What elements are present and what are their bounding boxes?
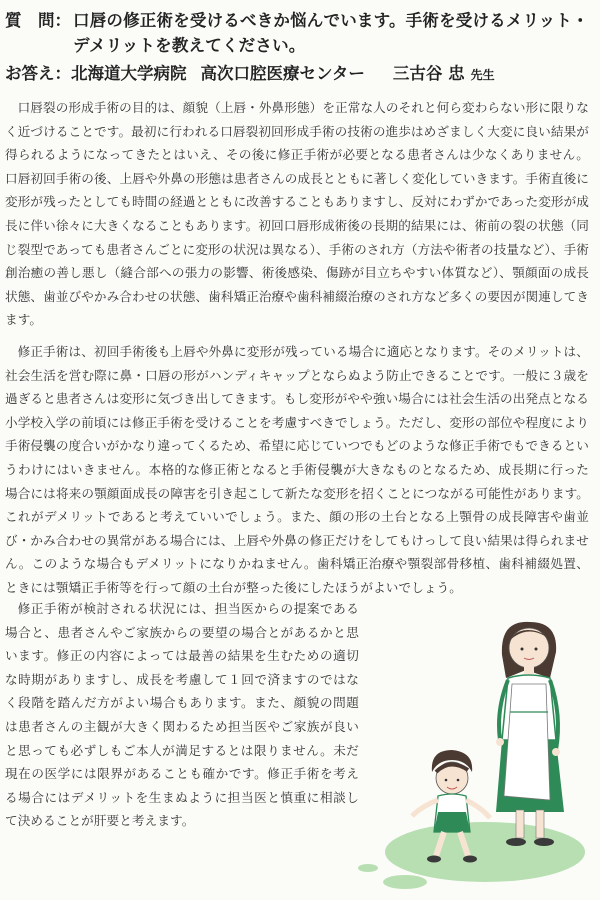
answer-institution: 北海道大学病院 — [71, 64, 187, 83]
question-label: 質 問： — [5, 11, 71, 30]
paragraph-2: 修正手術は、初回手術後も上唇や外鼻に変形が残っている場合に適応となります。そのメリットは、社会生活を営む際に鼻・口唇の形がハンディキャップとならぬよう防止できることです。一般に３歳を過ぎると患者さんは変形に気づき出してきます。もし変形がやや強い場合には社会生活の出発点となる小学校入学の前頃には修正手術を受けることを考慮すべきでしょう。ただし、変形の部位や程度により手術侵襲の度合いがかなり違ってくるため、希望に応じていつでもどのような修正手術でもできるというわけにはいきません。本格的な修正術となると手術侵襲が大きなものとなるため、成長期に行った場合には将来の顎顔面成長の障害を引き起こして新たな変形を招くことにつながる可能性があります。これがデメリットであると考えていいでしょう。また、顔の形の土台となる上顎骨の成長障害や歯並び・かみ合わせの異常がある場合には、上唇や外鼻の修正だけをしてもけっして良い結果は得られません。このような場合もデメリットになりかねません。歯科矯正治療や顎裂部骨移植、歯科補綴処置、ときには顎矯正手術等を行って顔の土台が整った後にしたほうがよいでしょう。 — [5, 344, 589, 595]
answer-label: お答え： — [5, 64, 71, 83]
ground-shadow-small — [383, 875, 427, 889]
paragraph-3: 修正手術が検討される状況には、担当医からの提案である場合と、患者さんやご家族からの要望の場合とがあるかと思います。修正の内容によっては最善の結果を生むための適切な時期がありますし、成長を考慮して１回で済ますのではなく段階を踏んだ方がよい場合もあります。また、顔貌の問題は患者さんの主観が大きく関わるため担当医やご家族が良いと思っても必ずしもご本人が満足するとは限りません。未だ現在の医学には限界があることも確かです。修正手術を考える場合にはデメリットを生まぬように担当医と慎重に相談して決めることが肝要と考えます。 — [5, 601, 359, 829]
ground-shadow-large — [385, 822, 585, 882]
paragraph-1: 口唇裂の形成手術の目的は、顔貌（上唇・外鼻形態）を正常な人のそれと何ら変わらない形に限りなく近づけることです。最初に行われる口唇裂初回形成手術の技術の進歩はめざましく大変に良い結果が得られるようになってきたとはいえ、その後に修正手術が必要となる患者さんは少なくありません。口唇初回手術の後、上唇や外鼻の形態は患者さんの成長とともに著しく変化していきます。手術直後に変形が残ったとしても時間の経過とともに改善することもありますし、反対にわずかであった変形が成長に伴い徐々に大きくなることもあります。初回口唇形成術後の長期的結果には、術前の裂の状態（同じ裂型であっても患者さんごとに変形の状況は異なる）、手術のされ方（方法や術者の技量など）、手術創治癒の善し悪し（縫合部への張力の影響、術後感染、傷跡が目立ちやすい体質など）、顎顔面の成長状態、歯並びやかみ合わせの状態、歯科矯正治療や歯科補綴治療のされ方など多くの要因が関連してきます。 — [5, 100, 589, 328]
mother-figure — [496, 622, 564, 846]
answer-header — [5, 62, 595, 87]
mother-child-illustration — [350, 600, 600, 900]
answer-doctor: 三古谷 忠 — [392, 64, 465, 83]
answer-doctor-title: 先生 — [470, 68, 495, 82]
question-block — [5, 8, 595, 58]
question-text: 口唇の修正術を受けるべきか悩んでいます。手術を受けるメリット・デメリットを教えてください。 — [73, 11, 589, 55]
answer-department: 高次口腔医療センター — [200, 64, 365, 83]
ground-shadow-dot — [358, 864, 378, 872]
